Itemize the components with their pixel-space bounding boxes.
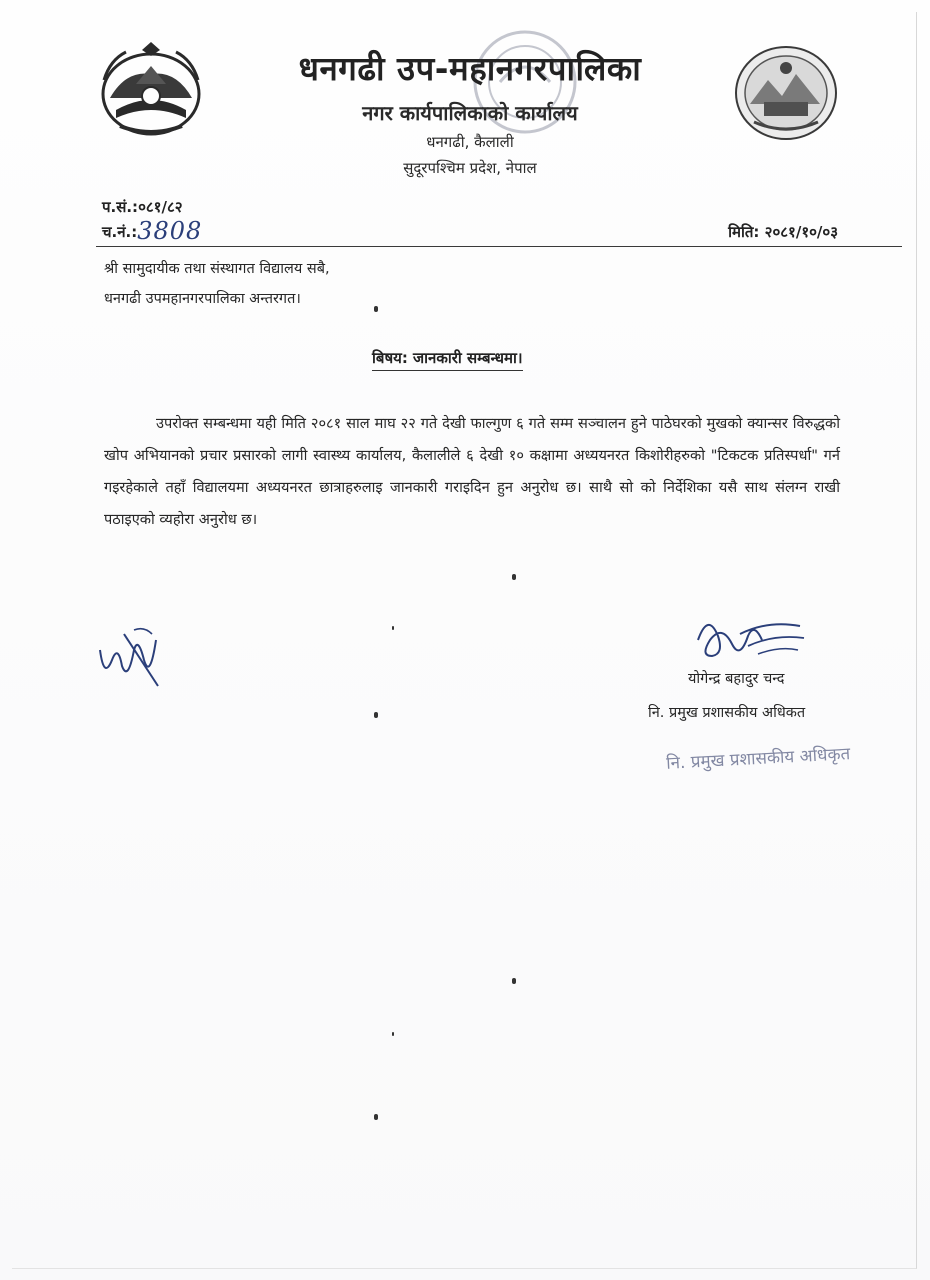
initial-signature-icon — [94, 620, 174, 690]
scan-speck — [374, 712, 378, 718]
signatory-name: योगेन्द्र बहादुर चन्द — [688, 671, 785, 687]
dispatch-number-row — [102, 218, 202, 243]
letter-date — [728, 222, 838, 242]
office-province: सुदूरपश्चिम प्रदेश, नेपाल — [403, 159, 537, 177]
dispatch-number-label: च.नं.: — [102, 223, 138, 241]
scan-speck — [374, 1114, 378, 1120]
letter-number-row — [102, 196, 202, 218]
scan-speck — [392, 626, 394, 630]
scan-speck — [392, 1032, 394, 1036]
date-label: मिति: — [728, 223, 760, 241]
signatory-title: नि. प्रमुख प्रशासकीय अधिकत — [648, 705, 806, 721]
letter-body: उपरोक्त सम्बन्धमा यही मिति २०८१ साल माघ २२ गते देखी फाल्गुण ६ गते सम्म सञ्चालन हुने पाठेघरको मुखको क्यान्सर विरुद्धको खोप अभियानको प्रचार प्रसारको लागी स्वास्थ्य कार्यालय, कैलालीले ६ देखी १० कक्षामा अध्ययनरत किशोरीहरुको "टिकटक प्रतिस्पर्धा" गर्न गइरहेकाले तहाँ विद्यालयमा अध्ययनरत छात्राहरुलाइ जानकारी गराइदिन हुन अनुरोध छ। साथै सो को निर्देशिका यसै साथ संलग्न राखी पठाइएको व्यहोरा अनुरोध छ। — [104, 415, 840, 528]
addressee-line-2: धनगढी उपमहानगरपालिका अन्तरगत। — [104, 291, 301, 307]
scan-speck — [374, 306, 378, 312]
office-name: नगर कार्यपालिकाको कार्यालय — [362, 101, 578, 125]
letter-number-label: प.सं.: — [102, 198, 139, 216]
designation-stamp: नि. प्रमुख प्रशासकीय अधिकृत — [665, 744, 851, 774]
municipality-title: धनगढी उप-महानगरपालिका — [298, 49, 642, 88]
office-city: धनगढी, कैलाली — [426, 133, 514, 151]
addressee-line-1: श्री सामुदायीक तथा संस्थागत विद्यालय सबै, — [104, 261, 330, 277]
letterhead — [190, 48, 750, 178]
date-value: २०८१/१०/०३ — [764, 223, 838, 241]
officer-signature-icon — [688, 610, 808, 670]
letter-number-value: ०८१/८२ — [138, 198, 183, 216]
scan-speck — [512, 574, 516, 580]
reference-block — [102, 196, 202, 243]
header-divider — [96, 246, 902, 247]
dispatch-number-value: 3808 — [137, 217, 203, 245]
scan-speck — [512, 978, 516, 984]
addressee-block — [104, 254, 330, 314]
subject-line: बिषय: जानकारी सम्बन्धमा। — [372, 348, 523, 371]
